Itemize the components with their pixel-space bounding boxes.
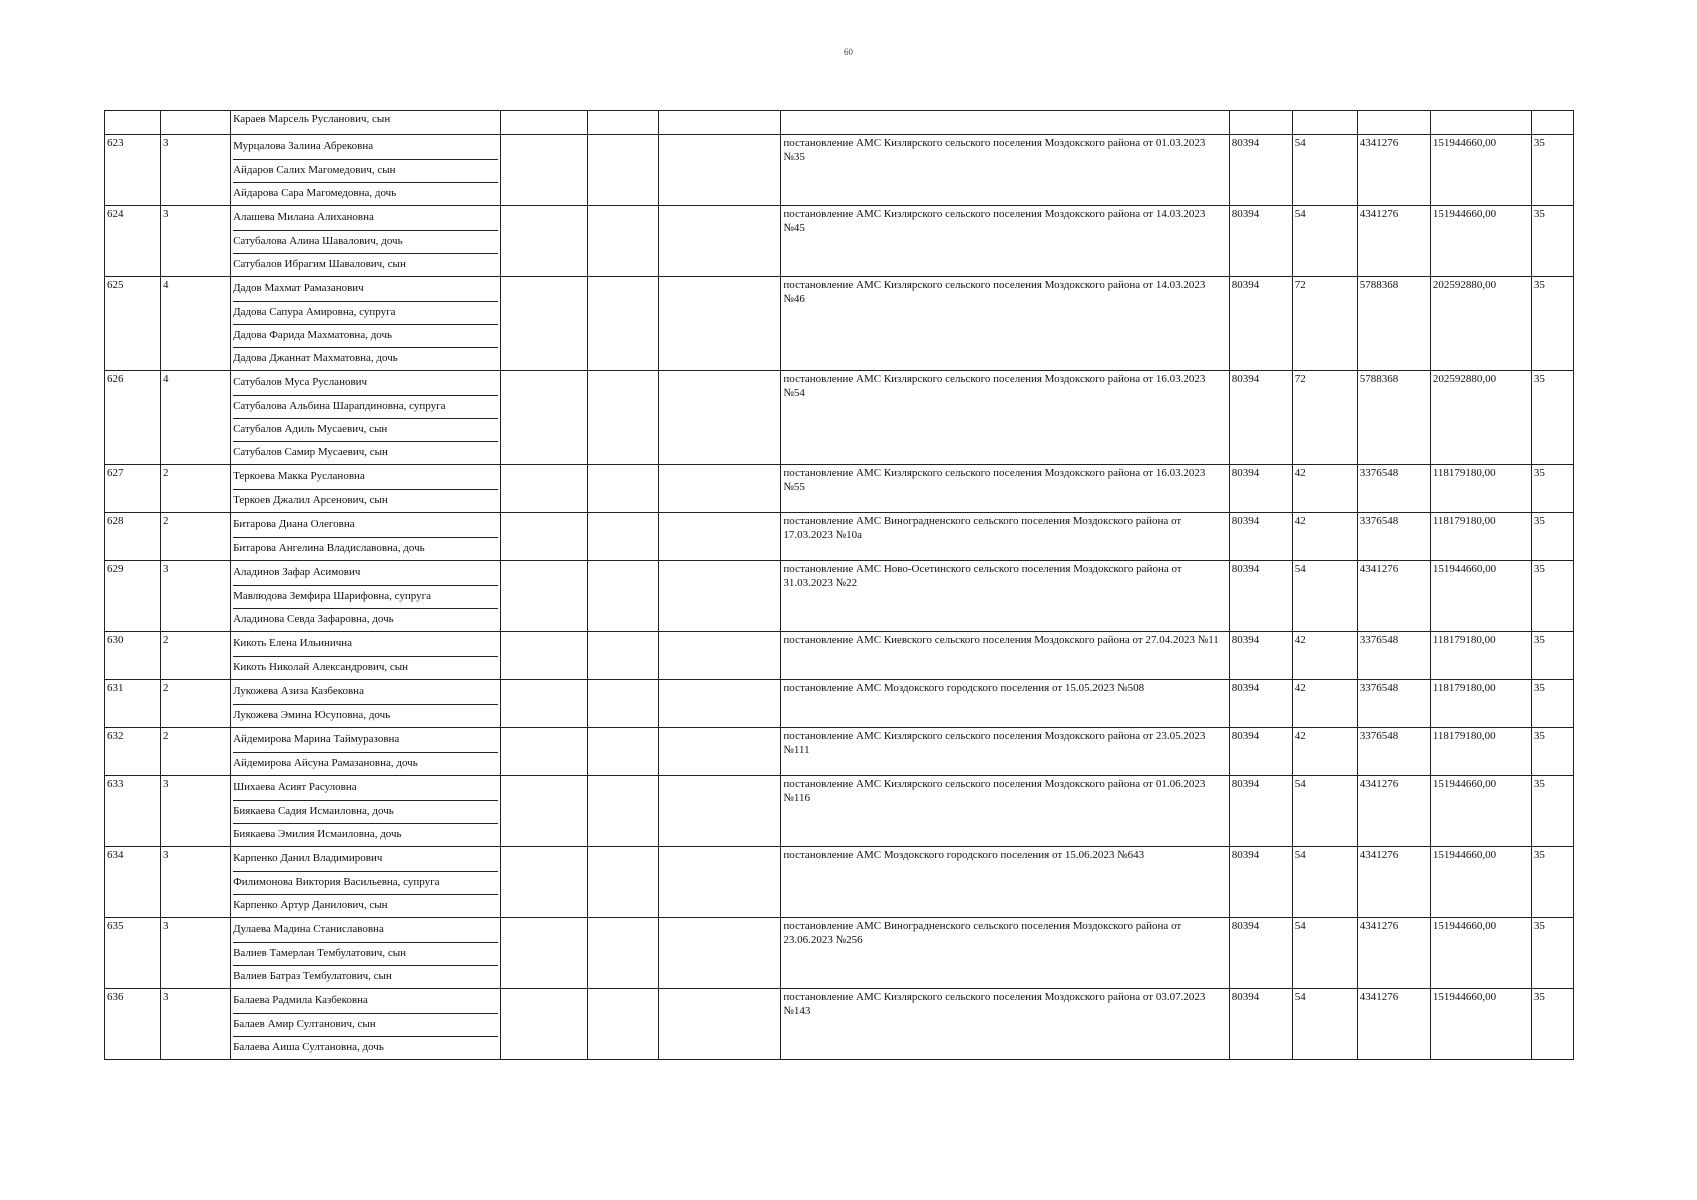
table-row [105,561,1574,632]
cell-document: постановление АМС Кизлярского сельского поселения Моздокского района от 01.03.2023 №35 [781,135,1229,206]
family-member: Дадов Махмат Рамазанович [233,282,364,294]
cell-member: Караев Марсель Русланович, сын [231,111,501,135]
cell-v4: 151944660,00 [1430,206,1531,277]
table-row [105,513,1574,561]
table-row [105,135,1574,206]
cell-count: 3 [161,918,231,989]
cell-v4: 151944660,00 [1430,989,1531,1060]
family-member: Сатубалов Муса Русланович [233,376,368,388]
family-member: Валиев Тамерлан Тембулатович, сын [233,942,498,965]
cell-v4 [1430,111,1531,135]
cell-col5 [588,847,659,918]
cell-members [231,989,501,1060]
cell-no: 623 [105,135,161,206]
cell-members [231,632,501,680]
cell-v4: 202592880,00 [1430,371,1531,465]
family-member: Карпенко Артур Данилович, сын [233,894,498,917]
cell-count [161,111,231,135]
cell-v2: 54 [1292,847,1357,918]
cell-v1: 80394 [1229,561,1292,632]
cell-count: 2 [161,680,231,728]
cell-col5 [588,206,659,277]
cell-col6 [659,680,781,728]
cell-v3: 3376548 [1357,632,1430,680]
cell-document [781,111,1229,135]
cell-v1: 80394 [1229,728,1292,776]
cell-v1: 80394 [1229,371,1292,465]
cell-col4 [501,632,588,680]
cell-v3: 3376548 [1357,728,1430,776]
cell-count: 3 [161,206,231,277]
family-member: Сатубалова Альбина Шарапдиновна, супруга [233,395,498,418]
cell-col6 [659,632,781,680]
table-row [105,277,1574,371]
family-member: Дадова Сапура Амировна, супруга [233,301,498,324]
cell-document: постановление АМС Виноградненского сельского поселения Моздокского района от 17.03.2023 №10а [781,513,1229,561]
cell-v4: 151944660,00 [1430,776,1531,847]
cell-v1: 80394 [1229,277,1292,371]
family-member: Лукожева Азиза Казбековна [233,685,364,697]
cell-col6 [659,465,781,513]
cell-v2: 42 [1292,513,1357,561]
cell-col5 [588,632,659,680]
cell-v4: 202592880,00 [1430,277,1531,371]
cell-col6 [659,918,781,989]
cell-no: 634 [105,847,161,918]
cell-no: 627 [105,465,161,513]
cell-col6 [659,513,781,561]
cell-col6 [659,561,781,632]
cell-col6 [659,206,781,277]
cell-col4 [501,776,588,847]
cell-v3: 5788368 [1357,371,1430,465]
cell-v3: 4341276 [1357,918,1430,989]
cell-v1: 80394 [1229,989,1292,1060]
cell-col4 [501,111,588,135]
cell-count: 3 [161,561,231,632]
cell-count: 2 [161,632,231,680]
cell-v5: 35 [1531,135,1573,206]
cell-v2: 42 [1292,728,1357,776]
cell-v1 [1229,111,1292,135]
family-member: Биякаева Эмилия Исмаиловна, дочь [233,823,498,846]
cell-no: 628 [105,513,161,561]
cell-v4: 118179180,00 [1430,680,1531,728]
cell-v2: 72 [1292,277,1357,371]
cell-count: 4 [161,371,231,465]
cell-members [231,918,501,989]
cell-no: 633 [105,776,161,847]
family-member: Кикоть Николай Александрович, сын [233,656,498,679]
family-member: Айдемирова Айсуна Рамазановна, дочь [233,752,498,775]
cell-col4 [501,513,588,561]
table-row [105,918,1574,989]
cell-document: постановление АМС Кизлярского сельского поселения Моздокского района от 14.03.2023 №46 [781,277,1229,371]
cell-document: постановление АМС Кизлярского сельского поселения Моздокского района от 01.06.2023 №116 [781,776,1229,847]
cell-col4 [501,465,588,513]
cell-col5 [588,776,659,847]
family-member: Дадова Джаннат Махматовна, дочь [233,347,498,370]
cell-no: 632 [105,728,161,776]
family-member: Сатубалов Ибрагим Шавалович, сын [233,253,498,276]
family-member: Битарова Диана Олеговна [233,518,355,530]
table-row [105,632,1574,680]
cell-col4 [501,561,588,632]
cell-v5: 35 [1531,847,1573,918]
cell-col4 [501,918,588,989]
cell-v4: 118179180,00 [1430,632,1531,680]
family-member: Сатубалов Самир Мусаевич, сын [233,441,498,464]
cell-v3: 4341276 [1357,561,1430,632]
cell-col4 [501,728,588,776]
cell-v2: 54 [1292,561,1357,632]
registry-table [104,110,1574,1060]
registry-rows [105,111,1574,1060]
table-row [105,206,1574,277]
cell-v5: 35 [1531,632,1573,680]
cell-v1: 80394 [1229,513,1292,561]
cell-count: 2 [161,728,231,776]
cell-count: 4 [161,277,231,371]
family-member: Теркоева Макка Руслановна [233,470,365,482]
cell-v3: 3376548 [1357,680,1430,728]
cell-v1: 80394 [1229,465,1292,513]
cell-v5: 35 [1531,728,1573,776]
cell-col6 [659,728,781,776]
cell-members [231,371,501,465]
cell-v4: 151944660,00 [1430,847,1531,918]
continued-row [105,111,1574,135]
cell-col5 [588,680,659,728]
cell-no: 630 [105,632,161,680]
cell-count: 2 [161,465,231,513]
table-row [105,776,1574,847]
cell-v5: 35 [1531,277,1573,371]
cell-col4 [501,847,588,918]
cell-members [231,513,501,561]
cell-col5 [588,918,659,989]
cell-v2: 42 [1292,465,1357,513]
table-row [105,989,1574,1060]
family-member: Биякаева Садия Исмаиловна, дочь [233,800,498,823]
cell-v3: 4341276 [1357,989,1430,1060]
cell-v5: 35 [1531,776,1573,847]
cell-members [231,728,501,776]
cell-document: постановление АМС Кизлярского сельского поселения Моздокского района от 14.03.2023 №45 [781,206,1229,277]
cell-no: 631 [105,680,161,728]
cell-v2 [1292,111,1357,135]
table-row [105,728,1574,776]
table-row [105,371,1574,465]
cell-members [231,206,501,277]
table-row [105,465,1574,513]
cell-v5: 35 [1531,680,1573,728]
family-member: Сатубалов Адиль Мусаевич, сын [233,418,498,441]
page-number: 60 [844,47,853,57]
cell-v4: 151944660,00 [1430,135,1531,206]
cell-v5: 35 [1531,371,1573,465]
cell-v5: 35 [1531,206,1573,277]
cell-col4 [501,680,588,728]
cell-v1: 80394 [1229,680,1292,728]
cell-members [231,465,501,513]
cell-v3: 4341276 [1357,135,1430,206]
cell-col4 [501,371,588,465]
family-member: Аладинов Зафар Асимович [233,566,361,578]
family-member: Дадова Фарида Махматовна, дочь [233,324,498,347]
cell-members [231,135,501,206]
family-member: Кикоть Елена Ильинична [233,637,353,649]
family-member: Лукожева Эмина Юсуповна, дочь [233,704,498,727]
family-member: Алашева Милана Алихановна [233,211,374,223]
family-member: Сатубалова Алина Шавалович, дочь [233,230,498,253]
cell-no: 626 [105,371,161,465]
cell-v4: 151944660,00 [1430,561,1531,632]
cell-v2: 42 [1292,632,1357,680]
cell-document: постановление АМС Моздокского городского поселения от 15.05.2023 №508 [781,680,1229,728]
cell-v3 [1357,111,1430,135]
cell-col5 [588,371,659,465]
family-member: Дулаева Мадина Станиславовна [233,923,384,935]
cell-col6 [659,277,781,371]
cell-v3: 5788368 [1357,277,1430,371]
cell-v1: 80394 [1229,206,1292,277]
family-member: Мавлюдова Земфира Шарифовна, супруга [233,585,498,608]
cell-col5 [588,465,659,513]
cell-no: 625 [105,277,161,371]
cell-col6 [659,135,781,206]
cell-v3: 3376548 [1357,513,1430,561]
cell-v5: 35 [1531,465,1573,513]
cell-members [231,847,501,918]
cell-members [231,277,501,371]
cell-document: постановление АМС Киевского сельского поселения Моздокского района от 27.04.2023 №11 [781,632,1229,680]
cell-col6 [659,776,781,847]
cell-v2: 54 [1292,135,1357,206]
cell-col5 [588,728,659,776]
cell-col4 [501,277,588,371]
cell-count: 3 [161,847,231,918]
cell-v1: 80394 [1229,632,1292,680]
cell-col4 [501,135,588,206]
family-member: Айдаров Салих Магомедович, сын [233,159,498,182]
cell-count: 3 [161,989,231,1060]
cell-no: 629 [105,561,161,632]
cell-col4 [501,989,588,1060]
cell-col5 [588,561,659,632]
cell-document: постановление АМС Кизлярского сельского поселения Моздокского района от 03.07.2023 №143 [781,989,1229,1060]
cell-col5 [588,513,659,561]
cell-v5: 35 [1531,561,1573,632]
cell-v3: 3376548 [1357,465,1430,513]
cell-col6 [659,371,781,465]
cell-v5: 35 [1531,918,1573,989]
cell-col5 [588,277,659,371]
cell-count: 3 [161,776,231,847]
cell-document: постановление АМС Кизлярского сельского поселения Моздокского района от 16.03.2023 №54 [781,371,1229,465]
cell-v5: 35 [1531,989,1573,1060]
cell-v1: 80394 [1229,135,1292,206]
family-member: Шихаева Асият Расуловна [233,781,357,793]
cell-v4: 118179180,00 [1430,728,1531,776]
family-member: Балаева Аиша Султановна, дочь [233,1036,498,1059]
cell-document: постановление АМС Моздокского городского поселения от 15.06.2023 №643 [781,847,1229,918]
cell-v4: 118179180,00 [1430,465,1531,513]
cell-col6 [659,111,781,135]
cell-v2: 54 [1292,989,1357,1060]
cell-no: 636 [105,989,161,1060]
cell-v1: 80394 [1229,776,1292,847]
cell-v3: 4341276 [1357,776,1430,847]
cell-document: постановление АМС Виноградненского сельского поселения Моздокского района от 23.06.2023 №256 [781,918,1229,989]
family-member: Валиев Батраз Тембулатович, сын [233,965,498,988]
cell-no: 624 [105,206,161,277]
cell-members [231,561,501,632]
cell-v3: 4341276 [1357,847,1430,918]
table-row [105,680,1574,728]
cell-v1: 80394 [1229,847,1292,918]
table-row [105,847,1574,918]
family-member: Филимонова Виктория Васильевна, супруга [233,871,498,894]
family-member: Карпенко Данил Владимирович [233,852,383,864]
cell-v3: 4341276 [1357,206,1430,277]
cell-col5 [588,111,659,135]
family-member: Мурцалова Залина Абрековна [233,140,374,152]
cell-v4: 151944660,00 [1430,918,1531,989]
cell-v5: 35 [1531,513,1573,561]
family-member: Айдарова Сара Магомедовна, дочь [233,182,498,205]
cell-count: 3 [161,135,231,206]
cell-no: 635 [105,918,161,989]
family-member: Балаев Амир Султанович, сын [233,1013,498,1036]
cell-v2: 54 [1292,918,1357,989]
cell-v1: 80394 [1229,918,1292,989]
family-member: Аладинова Севда Зафаровна, дочь [233,608,498,631]
cell-col5 [588,989,659,1060]
cell-document: постановление АМС Кизлярского сельского поселения Моздокского района от 23.05.2023 №111 [781,728,1229,776]
family-member: Балаева Радмила Казбековна [233,994,368,1006]
cell-members [231,680,501,728]
cell-count: 2 [161,513,231,561]
family-member: Айдемирова Марина Таймуразовна [233,733,400,745]
cell-col4 [501,206,588,277]
cell-document: постановление АМС Ново-Осетинского сельского поселения Моздокского района от 31.03.2023 №22 [781,561,1229,632]
cell-v2: 54 [1292,776,1357,847]
cell-v4: 118179180,00 [1430,513,1531,561]
cell-v5 [1531,111,1573,135]
cell-v2: 72 [1292,371,1357,465]
cell-col5 [588,135,659,206]
cell-col6 [659,989,781,1060]
cell-col6 [659,847,781,918]
cell-v2: 42 [1292,680,1357,728]
cell-members [231,776,501,847]
family-member: Теркоев Джалил Арсенович, сын [233,489,498,512]
cell-v2: 54 [1292,206,1357,277]
family-member: Битарова Ангелина Владиславовна, дочь [233,537,498,560]
cell-no [105,111,161,135]
cell-document: постановление АМС Кизлярского сельского поселения Моздокского района от 16.03.2023 №55 [781,465,1229,513]
